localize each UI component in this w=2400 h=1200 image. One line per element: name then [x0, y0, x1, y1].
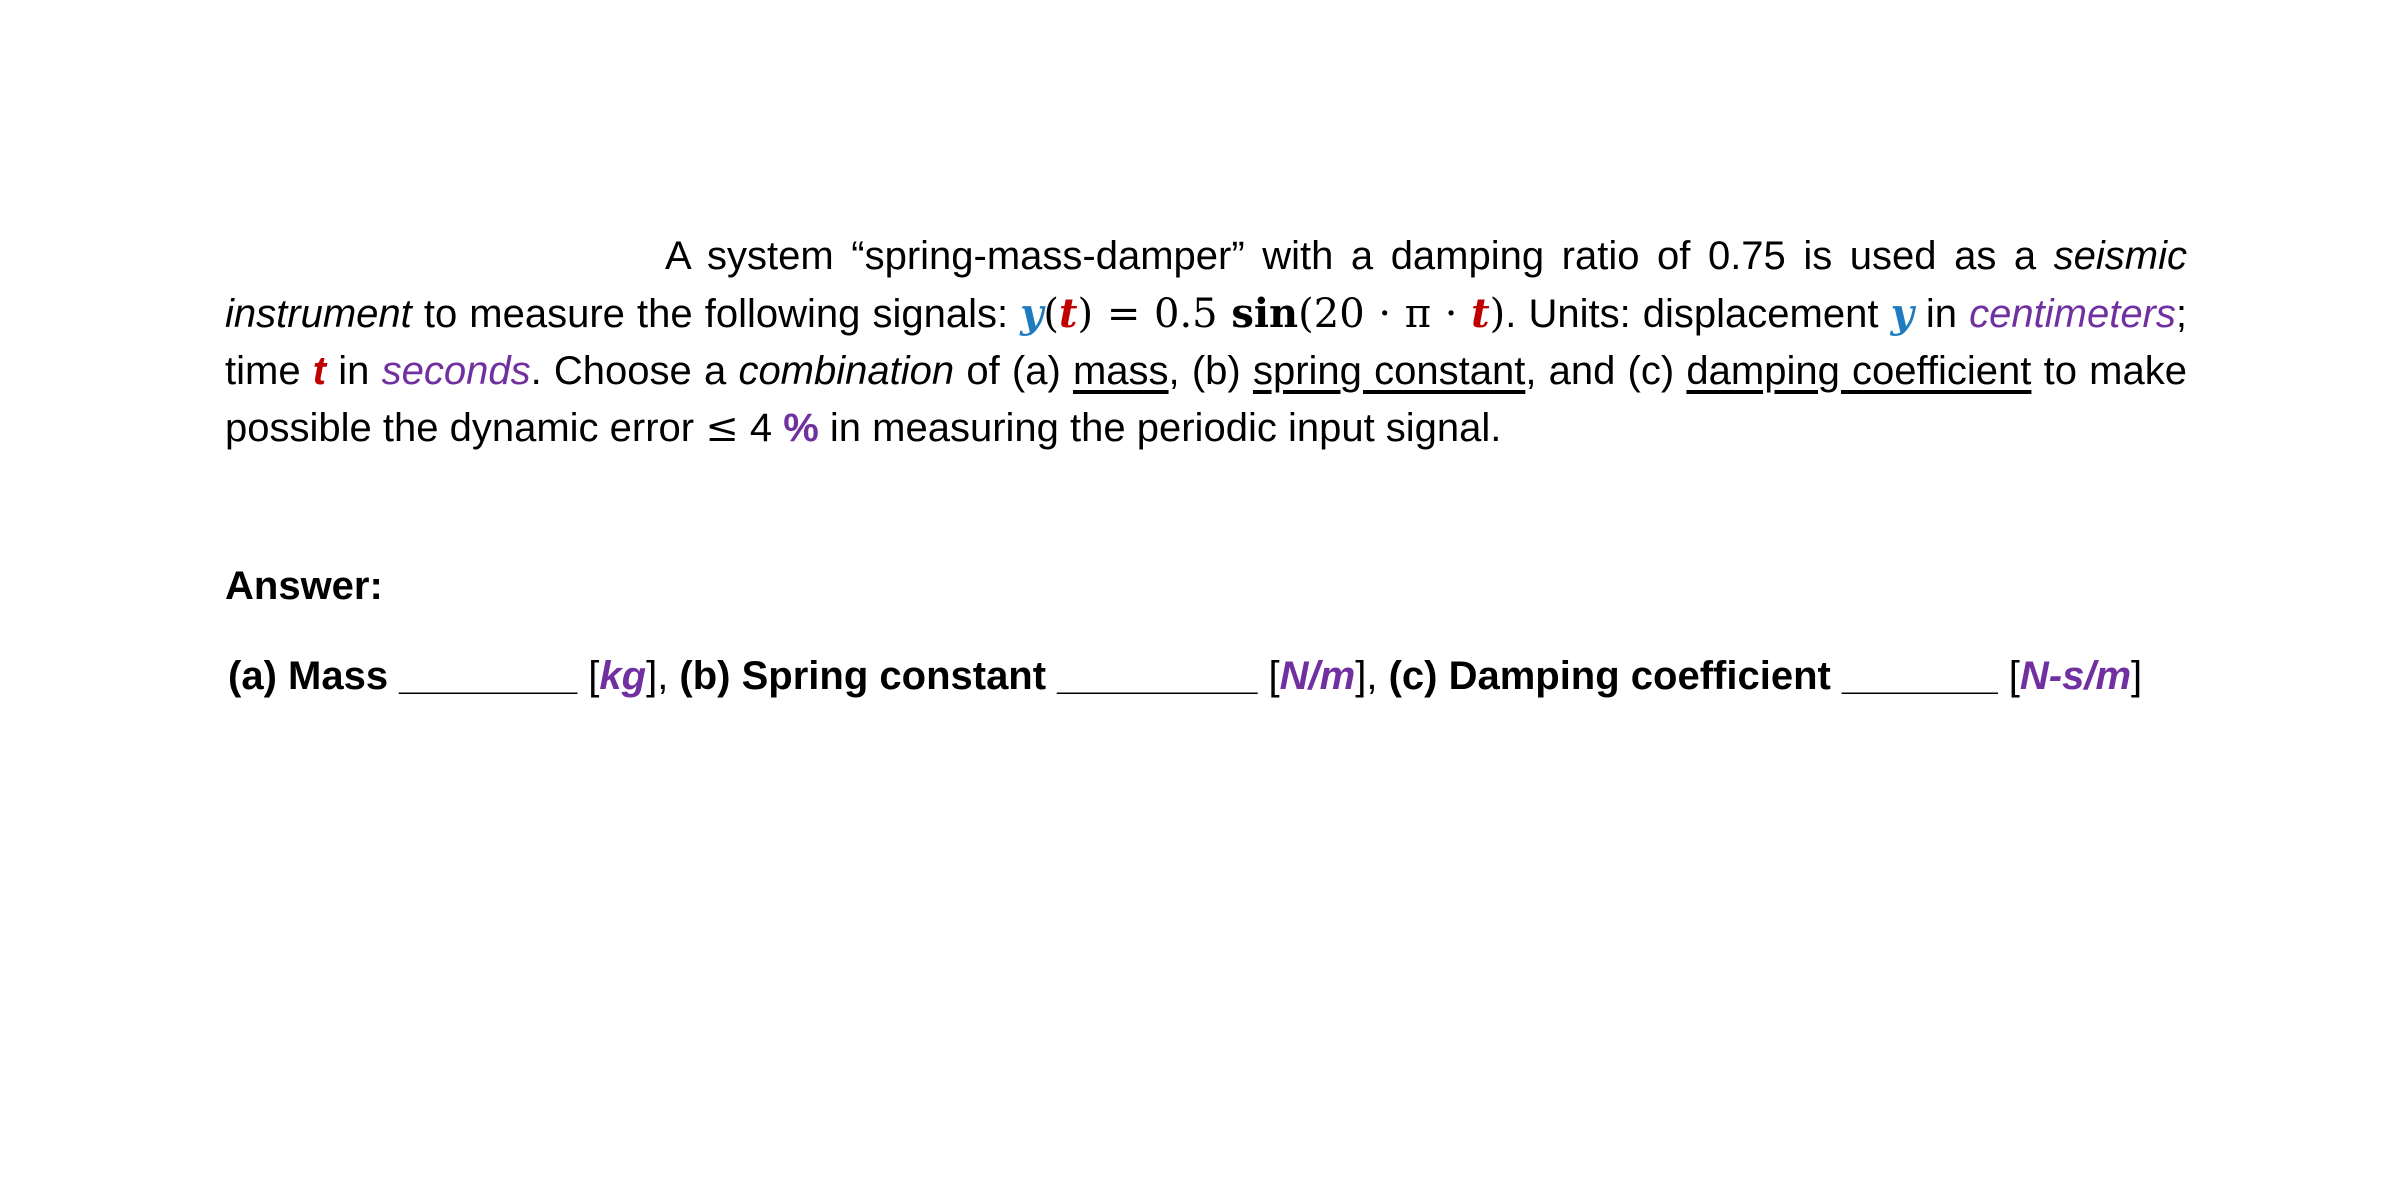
of-a-text: of (a) — [954, 349, 1073, 393]
four-value: 4 — [738, 406, 784, 450]
in-text-1: in — [1913, 292, 1970, 336]
close-bracket-1: ], — [646, 654, 680, 698]
eq-variable-y: y — [1020, 290, 1044, 337]
answer-heading: Answer: — [225, 564, 383, 608]
answer-line — [228, 648, 2188, 705]
eq-argument: (20 · π · — [1298, 291, 1472, 337]
units-text: . Units: displacement — [1505, 292, 1891, 336]
seismic-instrument-term: seismic instrument — [225, 234, 2187, 336]
signal-equation — [1020, 291, 1505, 337]
close-bracket-3: ] — [2131, 654, 2143, 698]
close-bracket-2: ], — [1355, 654, 1389, 698]
spring-answer-label: (b) Spring constant _________ — [679, 654, 1269, 698]
damping-answer-label: (c) Damping coefficient _______ — [1388, 654, 2009, 698]
open-bracket-3: [ — [2008, 654, 2020, 698]
problem-statement — [225, 228, 2187, 457]
ending-text: in measuring the periodic input signal. — [818, 406, 1502, 450]
mass-answer-label: (a) Mass ________ — [228, 654, 589, 698]
make-possible-text: to make possible the dynamic error — [225, 349, 2187, 450]
eq-open-paren: ( — [1043, 291, 1060, 337]
eq-middle: ) = 0.5 — [1077, 291, 1232, 337]
mass-term: mass — [1072, 349, 1169, 393]
open-bracket-1: [ — [588, 654, 600, 698]
time-text: ; time — [225, 292, 2188, 393]
spring-unit: N/m — [1279, 654, 1356, 698]
c-text: , and (c) — [1525, 349, 1687, 393]
eq-sin-function: sin — [1231, 290, 1299, 337]
units-variable-y: y — [1890, 290, 1914, 337]
time-variable-t: t — [312, 349, 327, 393]
measure-text: to measure the following signals: — [411, 292, 1021, 336]
b-text: , (b) — [1168, 349, 1253, 393]
damping-unit: N-s/m — [2019, 654, 2132, 698]
choose-text: . Choose a — [530, 349, 739, 393]
eq-variable-t-2: t — [1471, 290, 1490, 337]
spring-constant-term: spring constant — [1252, 349, 1526, 393]
eq-close-paren: ) — [1489, 291, 1506, 337]
in-text-2: in — [326, 349, 382, 393]
leq-symbol: ≤ — [705, 405, 739, 451]
damping-coefficient-term: damping coefficient — [1686, 349, 2032, 393]
centimeters-unit: centimeters — [1969, 292, 2176, 336]
mass-unit: kg — [599, 654, 647, 698]
problem-intro: A system “spring-mass-damper” with a damping ratio of 0.75 is used as a — [665, 234, 2054, 278]
combination-term: combination — [738, 349, 955, 393]
open-bracket-2: [ — [1268, 654, 1280, 698]
seconds-unit: seconds — [381, 349, 531, 393]
percent-symbol: % — [783, 406, 819, 450]
eq-variable-t: t — [1059, 290, 1078, 337]
